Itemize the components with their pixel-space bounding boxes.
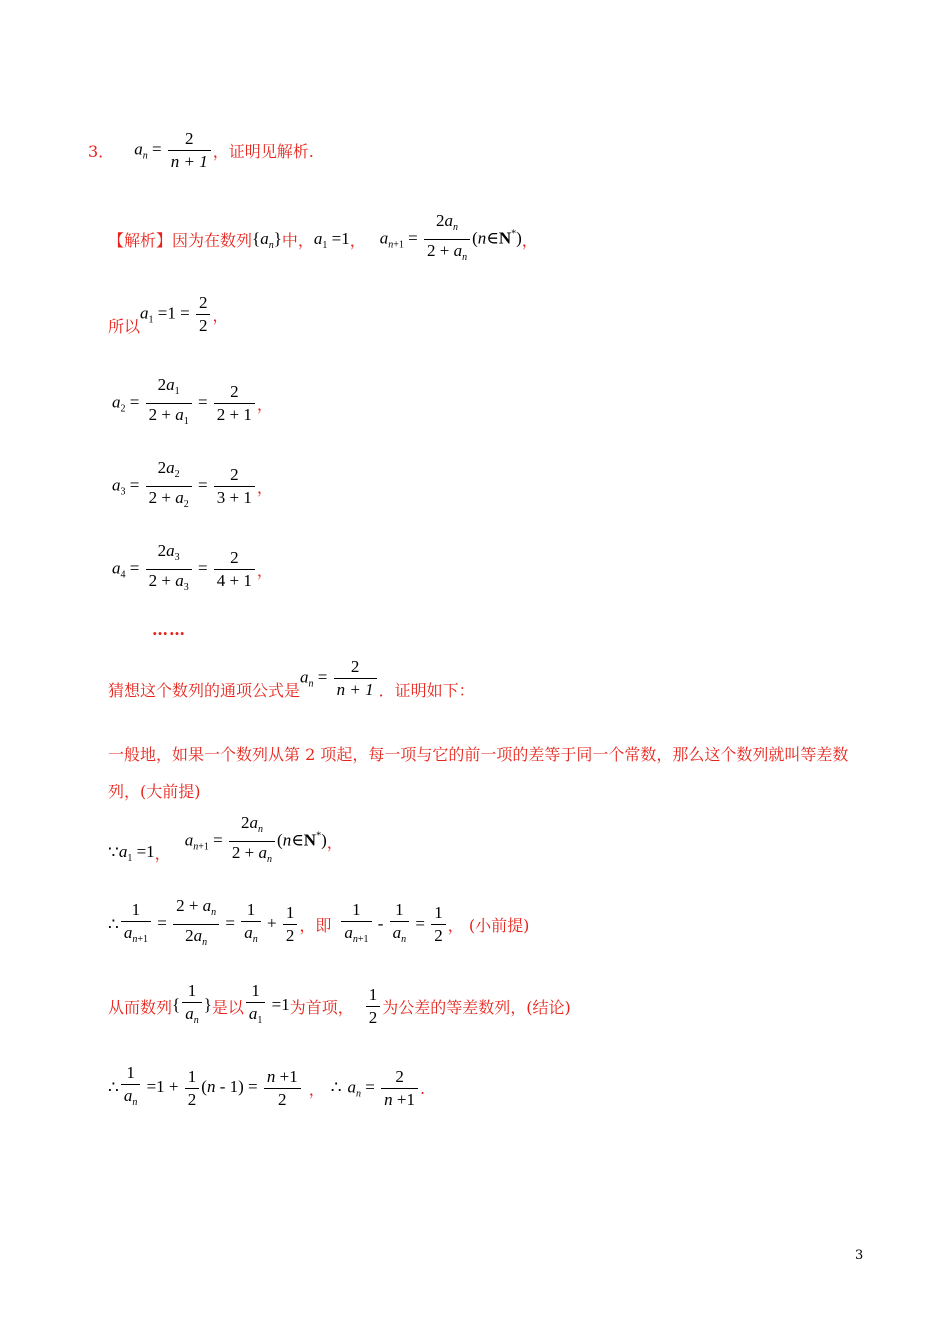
step-a4: $a_4$ = $\frac{2a_3}{2 + a_3}$ = $\frac{2}{4 + 1}$ ， [112, 541, 273, 593]
step-a3: $a_3$ = $\frac{2a_2}{2 + a_2}$ = $\frac{2}{3 + 1}$ ， [112, 458, 273, 510]
major-premise-line1: 一般地，如果一个数列从第 2 项起，每一项与它的前一项的差等于同一个常数，那么这个数列就叫等差数 [108, 745, 849, 764]
item-number: 3． [88, 142, 115, 161]
page-number: 3 [855, 1248, 864, 1263]
so-formula: $a_1 =1$ = $\frac{2}{2}$ [140, 292, 212, 337]
ellipsis: …… [152, 620, 186, 639]
guess-text: 猜想这个数列的通项公式是 [108, 681, 301, 700]
answer-line [88, 128, 314, 173]
step-a2: $a_2$ = $\frac{2a_1}{2 + a_1}$ = $\frac{2}{2 + 1}$ ， [112, 375, 273, 427]
major-premise-line2: 列，(大前提) [108, 782, 201, 801]
answer-formula: $a_n$ = $\frac{2}{n + 1}$ [134, 128, 213, 173]
analysis-label: 【解析】 [108, 231, 173, 250]
guess-formula: $a_n$ = $\frac{2}{n + 1}$ [300, 656, 379, 701]
so-tail: ， [212, 306, 229, 325]
answer-num: 2 [168, 128, 211, 151]
analysis-line [108, 210, 538, 269]
guess-line [108, 656, 475, 701]
answer-den: n + 1 [170, 152, 208, 171]
so-den: 2 [198, 316, 208, 335]
analysis-text2: 中， [281, 231, 314, 250]
conclusion-line: 从而数列 { $\frac{1}{a_n}$ } 是以 $\frac{1}{a_1}$ =1 为首项， $\frac{1}{2}$ 为公差的等差数列，(结论) [108, 981, 571, 1027]
seq-notation: $\{a_n\}$ [252, 228, 282, 251]
answer-tail: ，证明见解析. [212, 142, 314, 161]
therefore-line-1: ∴ $\frac{1}{a_{n+1}}$ = $\frac{2 + a_n}{2a_n}$ = $\frac{1}{a_n}$ + $\frac{1}{2}$ ，即 $\frac{1}{a_{n+1}}$ - $\frac{1}{a_n}$ = $\frac{1}{2}$ ， (小前提) [108, 896, 530, 948]
because-line: ∵ $a_1 =1$ ， $a_{n+1}$ = $\frac{2a_n}{2 + a_n}$ (n∈N*) ， [108, 813, 343, 865]
because-symbol: ∵ [108, 842, 119, 862]
analysis-text1: 因为在数列 [172, 231, 253, 250]
so-line [108, 292, 228, 337]
so-num: 2 [196, 292, 211, 315]
recurrence: $a_{n+1}$ = $\frac{2a_n}{2 + a_n}$ (n∈N*) [379, 211, 522, 263]
analysis-comma: ， [349, 231, 366, 250]
cond-a1: $a_1 =1$ [313, 228, 350, 251]
final-line: ∴ $\frac{1}{a_n}$ =1 + $\frac{1}{2}$ (n - 1) = $\frac{n +1}{2}$ ， ∴ $a_n$ = $\frac{2}{n +1}$ . [108, 1063, 426, 1109]
so-label: 所以 [108, 317, 141, 336]
analysis-tail: ， [521, 231, 538, 250]
guess-tail: ．证明如下： [378, 681, 475, 700]
